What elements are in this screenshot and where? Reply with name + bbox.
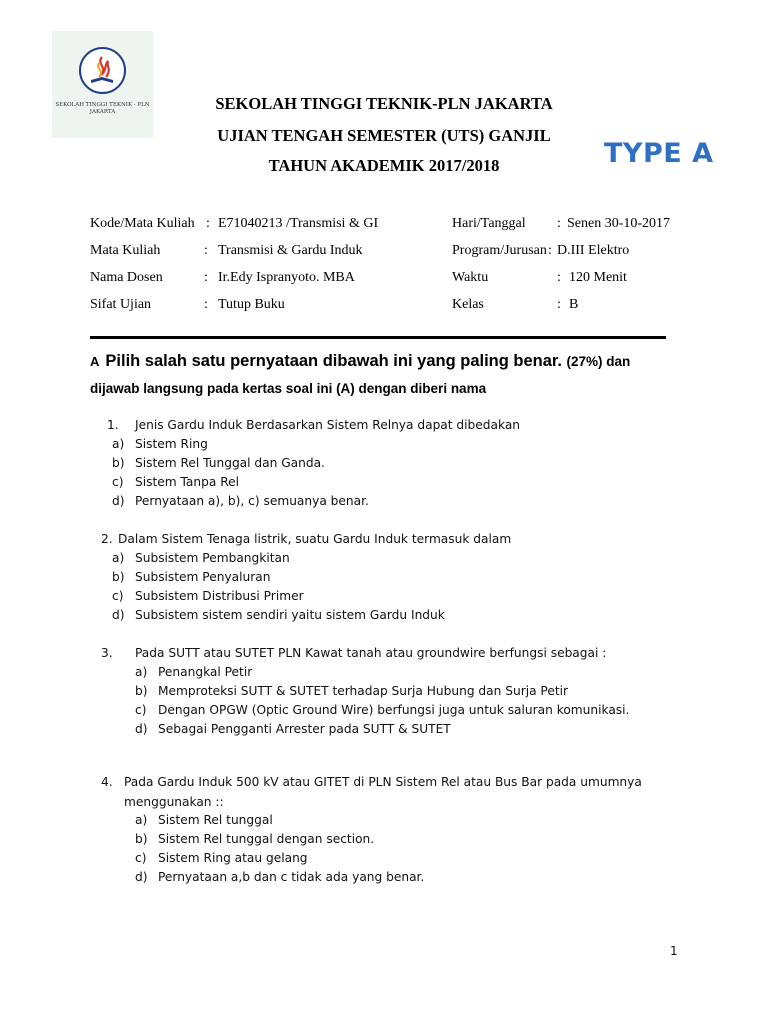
option-text: Dengan OPGW (Optic Ground Wire) berfungsi juga untuk saluran komunikasi. (158, 703, 630, 717)
info-value-matakuliah: Transmisi & Gardu Induk (218, 243, 363, 258)
section-instruction-tail: (27%) dan (566, 354, 631, 369)
header-year: TAHUN AKADEMIK 2017/2018 (268, 156, 500, 175)
info-value-kelas: B (569, 297, 579, 312)
option-letter: a) (135, 813, 148, 827)
option-letter: c) (112, 589, 124, 603)
question-number: 1. (107, 418, 119, 432)
info-label-sifat: Sifat Ujian (90, 297, 152, 312)
question-text: Dalam Sistem Tenaga listrik, suatu Gardu Induk termasuk dalam (118, 532, 512, 546)
option-text: Sistem Rel tunggal (158, 813, 273, 827)
header-exam: UJIAN TENGAH SEMESTER (UTS) GANJIL (217, 126, 551, 145)
info-sep: : (204, 243, 208, 258)
option-text: Subsistem Pembangkitan (135, 551, 290, 565)
section-instruction-main: Pilih salah satu pernyataan dibawah ini yang paling benar. (105, 352, 563, 370)
option-text: Subsistem sistem sendiri yaitu sistem Gardu Induk (135, 608, 445, 622)
page-number: 1 (670, 944, 678, 958)
logo-emblem (79, 47, 126, 94)
info-value-sifat: Tutup Buku (218, 297, 285, 312)
option-text: Pernyataan a), b), c) semuanya benar. (135, 494, 369, 508)
info-label-dosen: Nama Dosen (90, 270, 163, 285)
question-number: 4. (101, 775, 113, 789)
option-text: Pernyataan a,b dan c tidak ada yang benar. (158, 870, 425, 884)
info-sep: : (206, 216, 210, 231)
option-text: Sistem Ring (135, 437, 208, 451)
option-text: Subsistem Distribusi Primer (135, 589, 304, 603)
info-label-matakuliah: Mata Kuliah (90, 243, 161, 258)
question-text: Pada SUTT atau SUTET PLN Kawat tanah atau groundwire berfungsi sebagai : (135, 646, 607, 660)
info-value-dosen: Ir.Edy Ispranyoto. MBA (218, 270, 355, 285)
section-instruction-line1 (90, 352, 630, 371)
option-letter: d) (112, 608, 125, 622)
info-sep: : (557, 297, 561, 312)
option-letter: d) (135, 870, 148, 884)
info-sep: : (557, 216, 561, 231)
option-text: Sistem Tanpa Rel (135, 475, 239, 489)
option-letter: a) (112, 437, 125, 451)
info-label-hari: Hari/Tanggal (452, 216, 526, 231)
option-letter: c) (112, 475, 124, 489)
info-sep: : (204, 297, 208, 312)
option-letter: c) (135, 851, 147, 865)
option-letter: a) (112, 551, 125, 565)
option-text: Sistem Ring atau gelang (158, 851, 308, 865)
option-text: Sebagai Pengganti Arrester pada SUTT & SUTET (158, 722, 451, 736)
question-text: Jenis Gardu Induk Berdasarkan Sistem Relnya dapat dibedakan (135, 418, 521, 432)
question-number: 2. (101, 532, 113, 546)
option-text: Memproteksi SUTT & SUTET terhadap Surja Hubung dan Surja Petir (158, 684, 569, 698)
institution-logo (52, 31, 153, 138)
section-instruction-line2: dijawab langsung pada kertas soal ini (A) dengan diberi nama (90, 381, 487, 396)
question-text: Pada Gardu Induk 500 kV atau GITET di PLN Sistem Rel atau Bus Bar pada umumnya (124, 775, 642, 789)
option-letter: b) (112, 570, 125, 584)
option-letter: b) (135, 832, 148, 846)
option-letter: d) (112, 494, 125, 508)
option-letter: a) (135, 665, 148, 679)
info-label-kelas: Kelas (452, 297, 484, 312)
info-label-program: Program/Jurusan (452, 243, 547, 258)
option-letter: b) (135, 684, 148, 698)
option-letter: b) (112, 456, 125, 470)
option-text: Sistem Rel tunggal dengan section. (158, 832, 375, 846)
info-value-hari: Senen 30-10-2017 (567, 216, 671, 231)
info-label-waktu: Waktu (452, 270, 489, 285)
info-label-kode: Kode/Mata Kuliah (90, 216, 195, 231)
divider-rule (90, 336, 666, 339)
info-sep: : (557, 270, 561, 285)
option-text: Subsistem Penyaluran (135, 570, 271, 584)
question-text-continued: menggunakan :: (124, 795, 224, 809)
info-sep: : (204, 270, 208, 285)
logo-caption-line2: JAKARTA (89, 109, 116, 115)
logo-caption-line1: SEKOLAH TINGGI TEKNIK - PLN (55, 102, 150, 108)
type-label: TYPE A (604, 138, 714, 169)
option-text: Sistem Rel Tunggal dan Ganda. (135, 456, 325, 470)
question-number: 3. (101, 646, 113, 660)
option-letter: c) (135, 703, 147, 717)
option-letter: d) (135, 722, 148, 736)
info-value-kode: E71040213 /Transmisi & GI (218, 216, 379, 231)
flame-book-icon (81, 49, 124, 92)
info-value-program: D.III Elektro (557, 243, 630, 258)
info-value-waktu: 120 Menit (569, 270, 627, 285)
header-institution: SEKOLAH TINGGI TEKNIK-PLN JAKARTA (215, 94, 553, 113)
section-letter: A (90, 354, 100, 369)
option-text: Penangkal Petir (158, 665, 253, 679)
info-sep: : (548, 243, 552, 258)
